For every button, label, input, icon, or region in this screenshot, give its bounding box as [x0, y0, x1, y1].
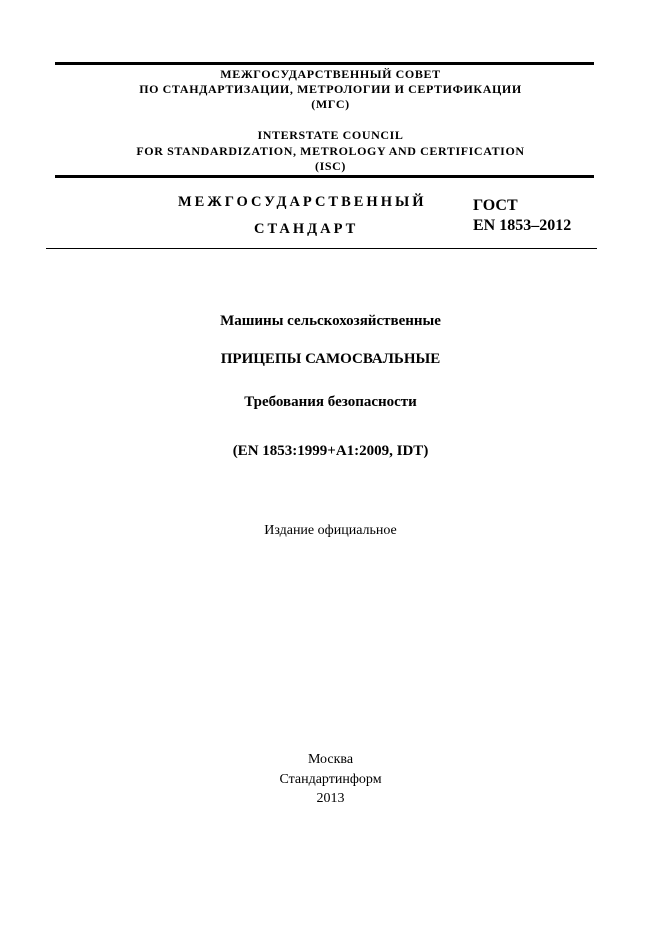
council-en-line-1: INTERSTATE COUNCIL: [257, 128, 404, 142]
imprint-city: Москва: [307, 752, 354, 767]
council-ru-line-1: МЕЖГОСУДАРСТВЕННЫЙ СОВЕТ: [220, 67, 441, 81]
standard-type-line-2: СТАНДАРТ: [254, 221, 359, 237]
document-aspect: Требования безопасности: [244, 394, 417, 410]
standard-type-line-1: МЕЖГОСУДАРСТВЕННЫЙ: [178, 194, 427, 210]
council-en-line-3: (ISC): [314, 159, 346, 173]
council-ru-line-2: ПО СТАНДАРТИЗАЦИИ, МЕТРОЛОГИИ И СЕРТИФИКАЦИИ: [139, 82, 522, 96]
middle-rule: [55, 175, 594, 178]
document-reference: (EN 1853:1999+A1:2009, IDT): [232, 443, 429, 459]
gost-number: EN 1853–2012: [473, 217, 572, 234]
edition-note: Издание официальное: [264, 523, 397, 538]
document-category: Машины сельскохозяйственные: [220, 313, 441, 329]
standard-rule: [46, 248, 597, 249]
document-subject: ПРИЦЕПЫ САМОСВАЛЬНЫЕ: [220, 351, 441, 367]
imprint-publisher: Стандартинформ: [279, 772, 382, 787]
gost-label: ГОСТ: [473, 197, 518, 214]
council-ru-line-3: (МГС): [311, 97, 350, 111]
top-rule: [55, 62, 594, 65]
council-en-line-2: FOR STANDARDIZATION, METROLOGY AND CERTIFICATION: [136, 144, 525, 158]
imprint-year: 2013: [316, 791, 345, 806]
